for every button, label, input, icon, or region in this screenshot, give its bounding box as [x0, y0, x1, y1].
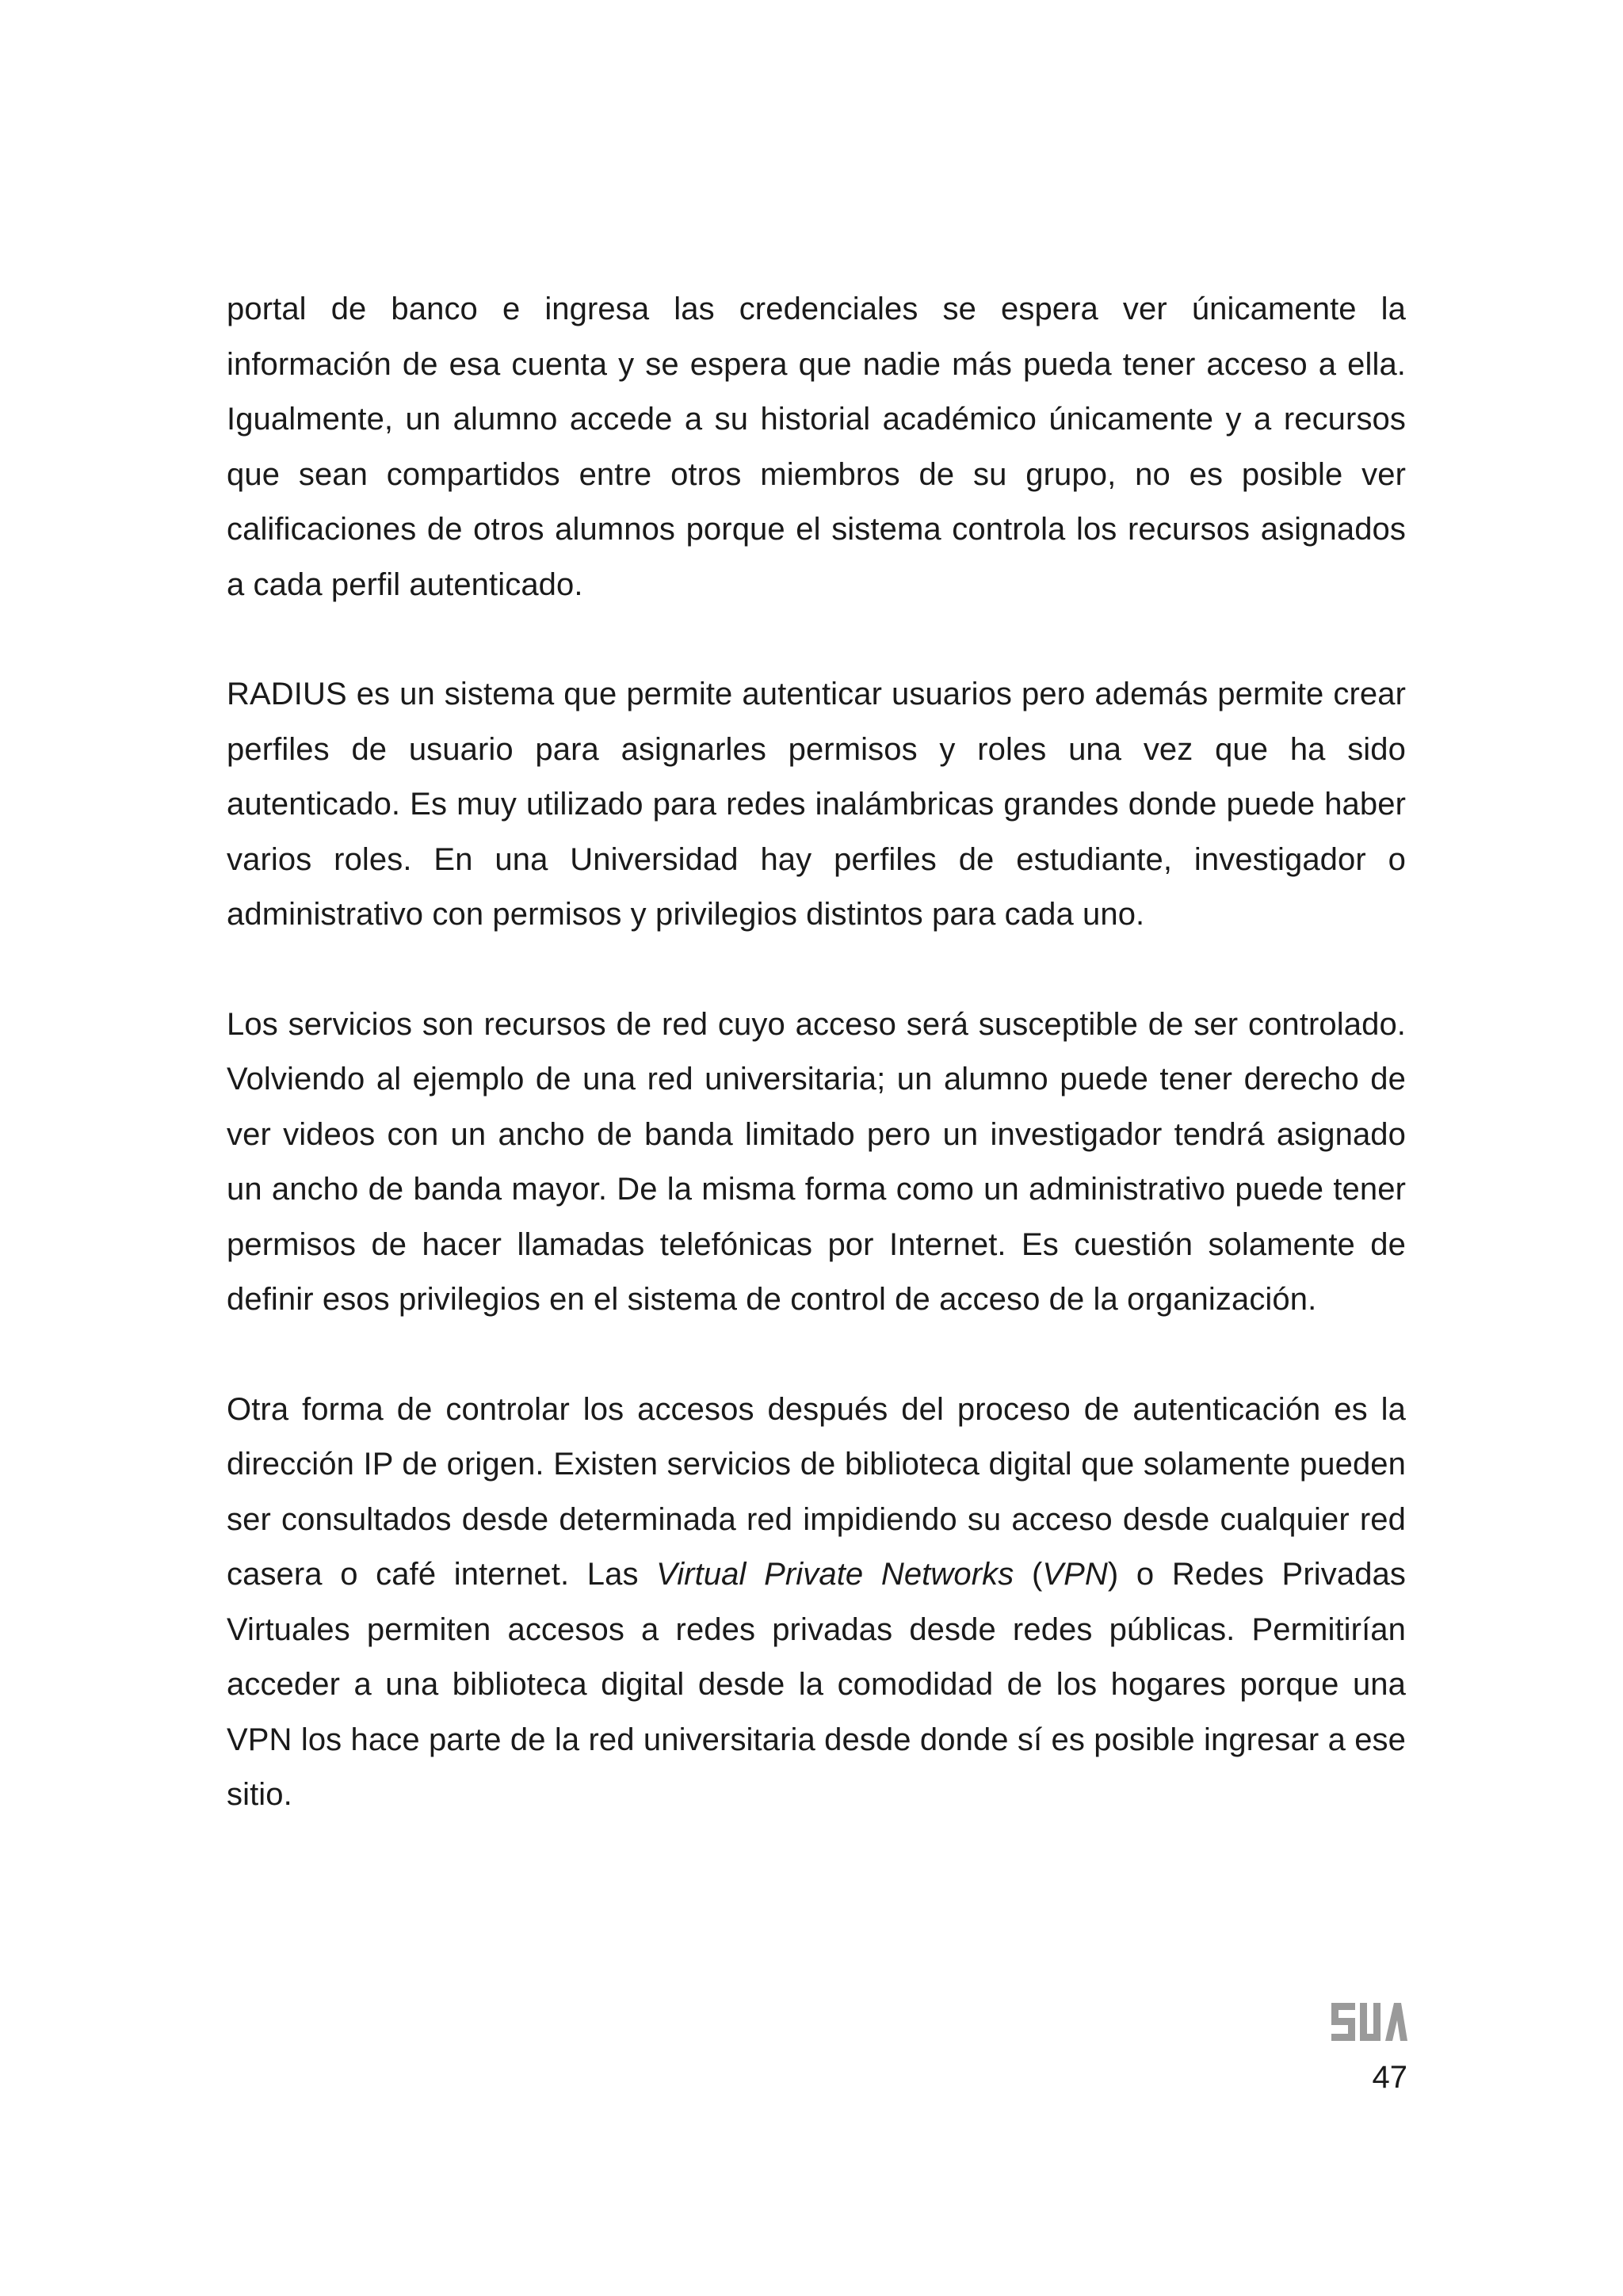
- paragraph-1: [227, 282, 1406, 612]
- page-number: 47: [1372, 2060, 1407, 2095]
- paragraph-4: [227, 1383, 1406, 1823]
- paragraph-3: [227, 997, 1406, 1328]
- paragraph-2: [227, 667, 1406, 943]
- vpn-acronym: VPN: [1042, 1557, 1108, 1592]
- paragraph-4-text-a: Otra forma de controlar los accesos después del proceso de autenticación es la dirección IP de origen. Existen servicios de biblioteca digital que solamente pueden ser consultados desde determinada red impidiendo su acceso desde cualquier red casera o café internet. Las: [227, 1391, 1406, 1592]
- paragraph-1-text: portal de banco e ingresa las credenciales se espera ver únicamente la información de esa cuenta y se espera que nadie más pueda tener acceso a ella. Igualmente, un alumno accede a su historial académico únicamente y a recursos que sean compartidos entre otros miembros de su grupo, no es posible ver calificaciones de otros alumnos porque el sistema controla los recursos asignados a cada perfil autenticado.: [227, 292, 1406, 602]
- paragraph-3-text: Los servicios son recursos de red cuyo acceso será susceptible de ser controlado. Volviendo al ejemplo de una red universitaria; un alumno puede tener derecho de ver videos con un ancho de banda limitado pero un investigador tendrá asignado un ancho de banda mayor. De la misma forma como un administrativo puede tener permisos de hacer llamadas telefónicas por Internet. Es cuestión solamente de definir esos privilegios en el sistema de control de acceso de la organización.: [227, 1006, 1406, 1317]
- page-body: [227, 282, 1406, 1878]
- sua-logo: [1331, 2003, 1407, 2041]
- paragraph-4-text-c: ) o Redes Privadas Virtuales permiten accesos a redes privadas desde redes públicas. Permitirían acceder a una biblioteca digital desde la comodidad de los hogares porque una VPN los hace parte de la red universitaria desde donde sí es posible ingresar a ese sitio.: [227, 1557, 1406, 1812]
- vpn-term-english: Virtual Private Networks: [656, 1557, 1014, 1592]
- paragraph-4-text-b: (: [1014, 1557, 1043, 1592]
- paragraph-2-text: RADIUS es un sistema que permite autenticar usuarios pero además permite crear perfiles de usuario para asignarles permisos y roles una vez que ha sido autenticado. Es muy utilizado para redes inalámbricas grandes donde puede haber varios roles. En una Universidad hay perfiles de estudiante, investigador o administrativo con permisos y privilegios distintos para cada uno.: [227, 677, 1406, 932]
